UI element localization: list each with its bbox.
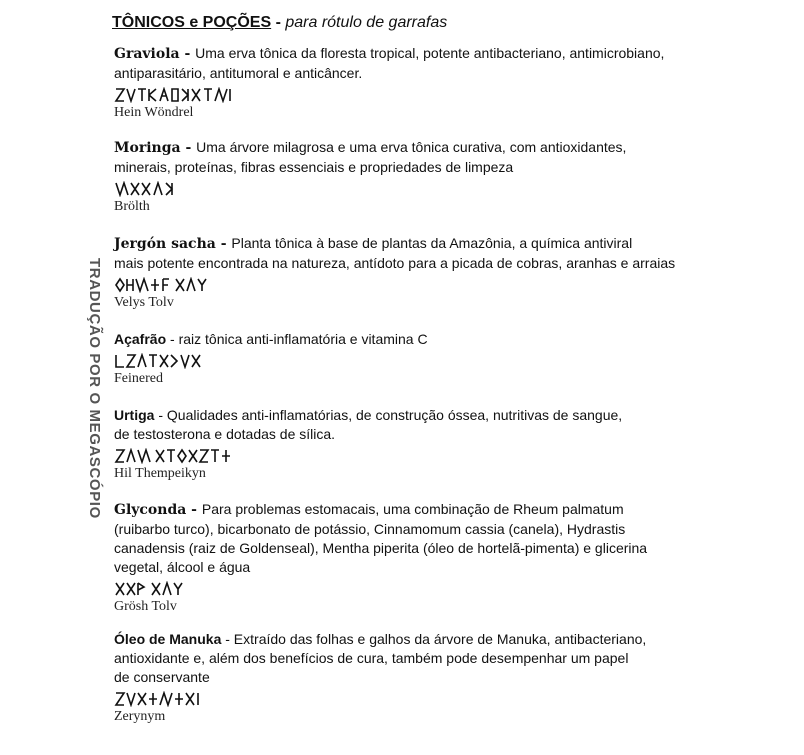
entry-moringa	[114, 138, 714, 215]
entry-line: canadensis (raiz de Goldenseal), Mentha piperita (óleo de hortelã-pimenta) e glicerina	[114, 540, 648, 556]
side-credit: TRADUÇÃO POR O MEGASCÓPIO	[86, 258, 103, 519]
entry-transliteration: Hil Thempeikyn	[114, 466, 206, 481]
entry-transliteration: Brölth	[114, 199, 150, 214]
entry-line: Planta tônica à base de plantas da Amazônia, a química antiviral	[231, 235, 633, 251]
entry-name: Óleo de Manuka	[114, 631, 222, 647]
entry-line: de testosterona e dotadas de sílica.	[114, 426, 336, 442]
entry-urtiga	[114, 406, 714, 482]
entry-transliteration: Grösh Tolv	[114, 599, 177, 614]
rune-script-icon	[114, 448, 714, 464]
entry-line: (ruibarbo turco), bicarbonato de potássio, Cinnamomum cassia (canela), Hydrastis	[114, 521, 626, 537]
entry-line: Uma erva tônica da floresta tropical, potente antibacteriano, antimicrobiano,	[195, 45, 665, 61]
entry-name: Urtiga	[114, 407, 155, 423]
entry-line: vegetal, álcool e água	[114, 559, 251, 575]
entry-line: antiparasitário, antitumoral e anticâncer.	[114, 65, 363, 81]
page-title	[112, 14, 447, 32]
entry-name: Moringa -	[114, 140, 197, 156]
entry-glyconda	[114, 500, 714, 615]
entry-transliteration: Zerynym	[114, 709, 166, 724]
rune-script-icon	[114, 691, 714, 707]
entry-line: - raiz tônica anti-inflamatória e vitamina C	[166, 331, 428, 347]
entry-line: Para problemas estomacais, uma combinação de Rheum palmatum	[201, 501, 624, 517]
entry-description	[114, 630, 714, 687]
title-subtitle: para rótulo de garrafas	[285, 14, 448, 31]
entry-transliteration: Velys Tolv	[114, 295, 174, 310]
entry-description	[114, 406, 714, 444]
entry-acafrao	[114, 330, 714, 387]
entry-jergon-sacha	[114, 234, 714, 311]
entry-description	[114, 138, 714, 177]
entry-description	[114, 234, 714, 273]
entry-description	[114, 330, 714, 349]
entry-name: Graviola -	[114, 46, 196, 62]
entry-line: - Qualidades anti-inflamatórias, de construção óssea, nutritivas de sangue,	[154, 407, 623, 423]
entry-graviola	[114, 44, 714, 121]
rune-script-icon	[114, 277, 714, 293]
entry-name: Jergón sacha -	[114, 236, 232, 252]
rune-script-icon	[114, 581, 714, 597]
entry-oleo-de-manuka	[114, 630, 714, 725]
entry-line: - Extraído das folhas e galhos da árvore de Manuka, antibacteriano,	[221, 631, 647, 647]
entry-line: antioxidante e, além dos benefícios de cura, também pode desempenhar um papel	[114, 650, 629, 666]
title-main: TÔNICOS e POÇÕES	[112, 14, 272, 31]
entry-line: Uma árvore milagrosa e uma erva tônica curativa, com antioxidantes,	[196, 139, 627, 155]
entry-name: Glyconda -	[114, 502, 202, 518]
entry-line: de conservante	[114, 669, 210, 685]
rune-script-icon	[114, 353, 714, 369]
entry-line: mais potente encontrada na natureza, antídoto para a picada de cobras, aranhas e arraias	[114, 255, 676, 271]
entry-transliteration: Hein Wöndrel	[114, 105, 194, 120]
rune-script-icon	[114, 181, 714, 197]
entry-name: Açafrão	[114, 331, 167, 347]
entry-description	[114, 500, 714, 577]
entry-transliteration: Feinered	[114, 371, 163, 386]
title-separator: -	[271, 14, 286, 31]
entry-description	[114, 44, 714, 83]
rune-script-icon	[114, 87, 714, 103]
entry-line: minerais, proteínas, fibras essenciais e propriedades de limpeza	[114, 159, 514, 175]
